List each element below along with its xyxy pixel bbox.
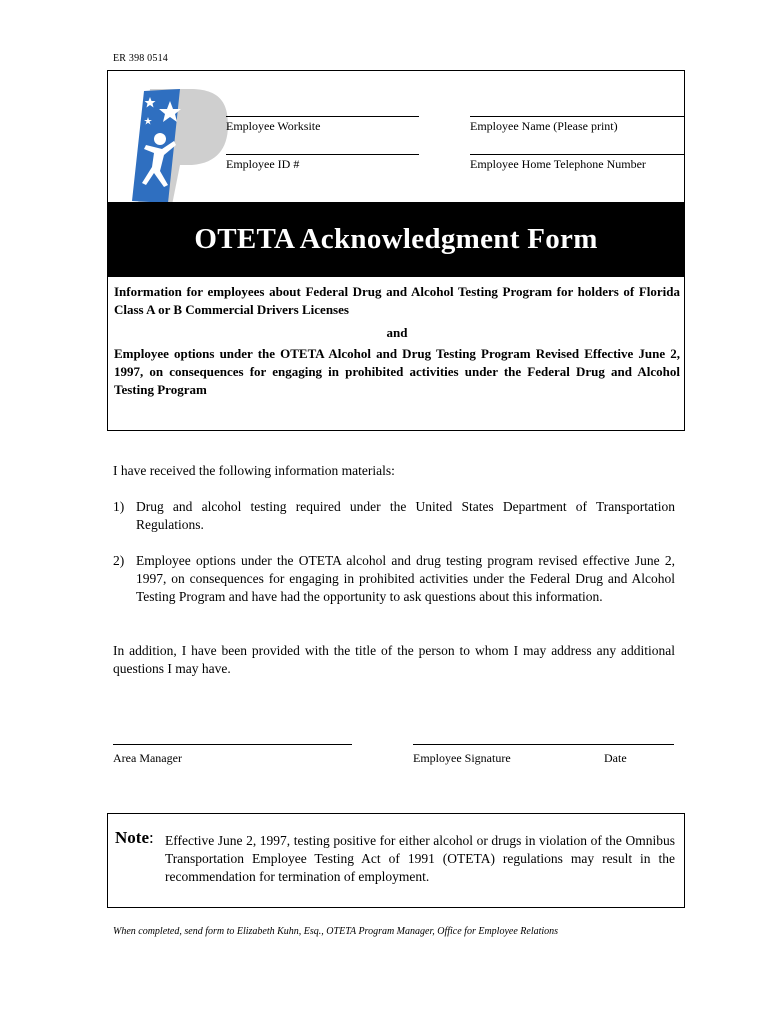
employee-signature-line[interactable]	[413, 744, 674, 745]
name-line[interactable]	[470, 116, 684, 117]
note-text: Effective June 2, 1997, testing positive for either alcohol or drugs in violation of the Omnibus Transportation Employee Testing Act of 1991 (OTETA) regulations may result in the recommendation for termination of employment.	[165, 833, 675, 884]
list-number: 1)	[113, 499, 125, 514]
list-number: 2)	[113, 553, 125, 568]
info-paragraph-1: Information for employees about Federal Drug and Alcohol Testing Program for holders of Florida Class A or B Commercial Drivers Licenses	[114, 284, 680, 317]
note-box	[107, 813, 685, 908]
list-text: Employee options under the OTETA alcohol and drug testing program revised effective June 2, 1997, on consequences for engaging in prohibited activities under the Federal Drug and Alcohol Testing Program and have had the opportunity to ask questions about this information.	[136, 553, 675, 604]
manager-signature-line[interactable]	[113, 744, 352, 745]
title-bar	[108, 202, 684, 277]
phone-line[interactable]	[470, 154, 684, 155]
worksite-label: Employee Worksite	[226, 119, 321, 133]
worksite-line[interactable]	[226, 116, 419, 117]
info-block	[114, 283, 680, 399]
employee-id-label: Employee ID #	[226, 157, 300, 171]
addition-text: In addition, I have been provided with the title of the person to whom I may address any additional questions I may have.	[113, 643, 675, 676]
footer-instruction: When completed, send form to Elizabeth Kuhn, Esq., OTETA Program Manager, Office for Employee Relations	[113, 926, 559, 937]
form-code: ER 398 0514	[113, 53, 168, 64]
list-text: Drug and alcohol testing required under the United States Department of Transportation Regulations.	[136, 499, 675, 532]
list-item	[113, 552, 675, 606]
phone-label: Employee Home Telephone Number	[470, 157, 646, 171]
date-label: Date	[604, 751, 627, 765]
note-label	[115, 828, 154, 848]
agency-logo	[120, 81, 230, 211]
employee-signature-label: Employee Signature	[413, 751, 511, 765]
note-colon: :	[148, 828, 154, 847]
info-and: and	[386, 325, 408, 340]
manager-label: Area Manager	[113, 751, 182, 765]
name-label: Employee Name (Please print)	[470, 119, 618, 133]
note-label-text: Note	[115, 828, 149, 847]
figure-head-icon	[154, 133, 166, 145]
list-item	[113, 498, 675, 534]
page-title: OTETA Acknowledgment Form	[194, 223, 598, 255]
intro-text: I have received the following information materials:	[113, 463, 395, 478]
form-header-box	[107, 70, 685, 431]
info-paragraph-2: Employee options under the OTETA Alcohol and Drug Testing Program Revised Effective June 2, 1997, on consequences for engaging in prohibited activities under the Federal Drug and Alcohol Testing Program	[114, 346, 680, 397]
employee-id-line[interactable]	[226, 154, 419, 155]
